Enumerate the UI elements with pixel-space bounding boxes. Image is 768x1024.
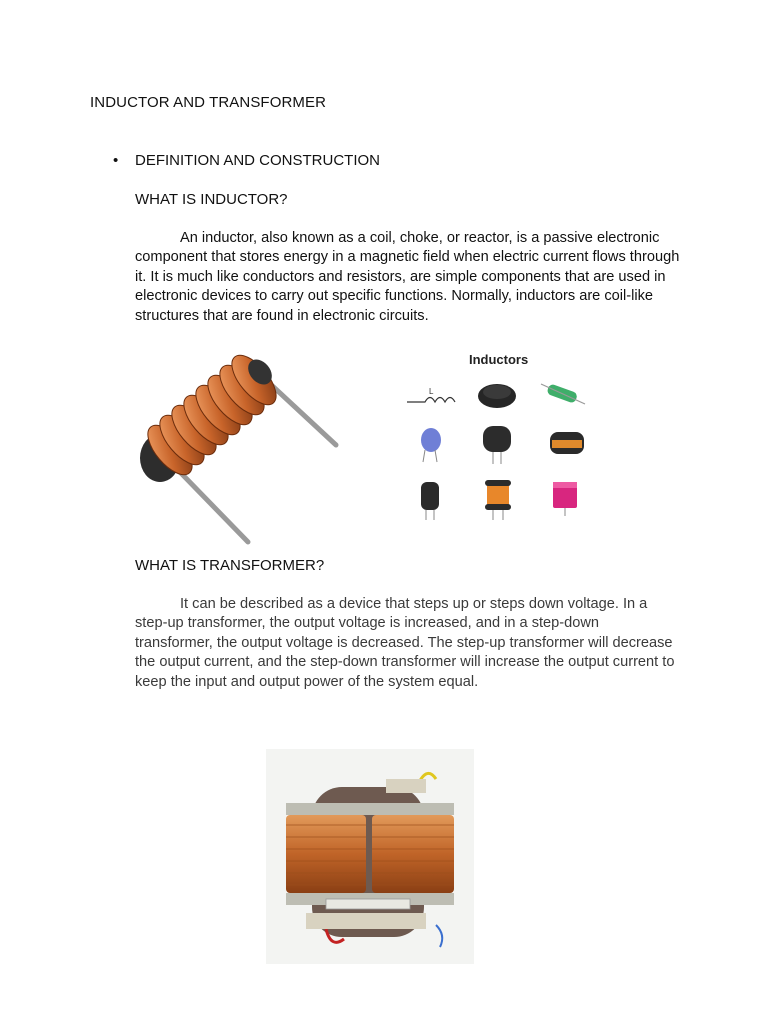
inductor-paragraph xyxy=(135,229,680,326)
document-title: INDUCTOR AND TRANSFORMER xyxy=(90,94,327,111)
transformer-paragraph xyxy=(135,595,680,692)
inductor-heading: WHAT IS INDUCTOR? xyxy=(135,191,288,208)
transformer-heading: WHAT IS TRANSFORMER? xyxy=(135,557,325,574)
bullet-label: DEFINITION AND CONSTRUCTION xyxy=(135,152,381,169)
inductor-symbol-label: L xyxy=(429,387,434,396)
inductors-types-image xyxy=(395,348,610,528)
transformer-paragraph-text: It can be described as a device that steps up or steps down voltage. In a step-up transformer, the output voltage is increased, and in a step-down transformer, the output voltage is decreased. The step-up transformer will decrease the output current, and the step-down transformer will increase the output current to keep the input and output power of the system equal. xyxy=(135,596,675,690)
bullet-item xyxy=(113,152,380,169)
inductor-coil-image xyxy=(138,350,343,550)
bullet-dot-icon: • xyxy=(113,152,119,169)
inductor-paragraph-text: An inductor, also known as a coil, choke, or reactor, is a passive electronic component that stores energy in a magnetic field when electric current flows through it. It is much like conductors and resistors, are simple components that are used in electronic devices to carry out specific functions. Normally, inductors are coil-like structures that are found in electronic circuits. xyxy=(135,230,680,324)
transformer-image xyxy=(266,749,474,964)
inductors-panel-title: Inductors xyxy=(469,352,529,367)
